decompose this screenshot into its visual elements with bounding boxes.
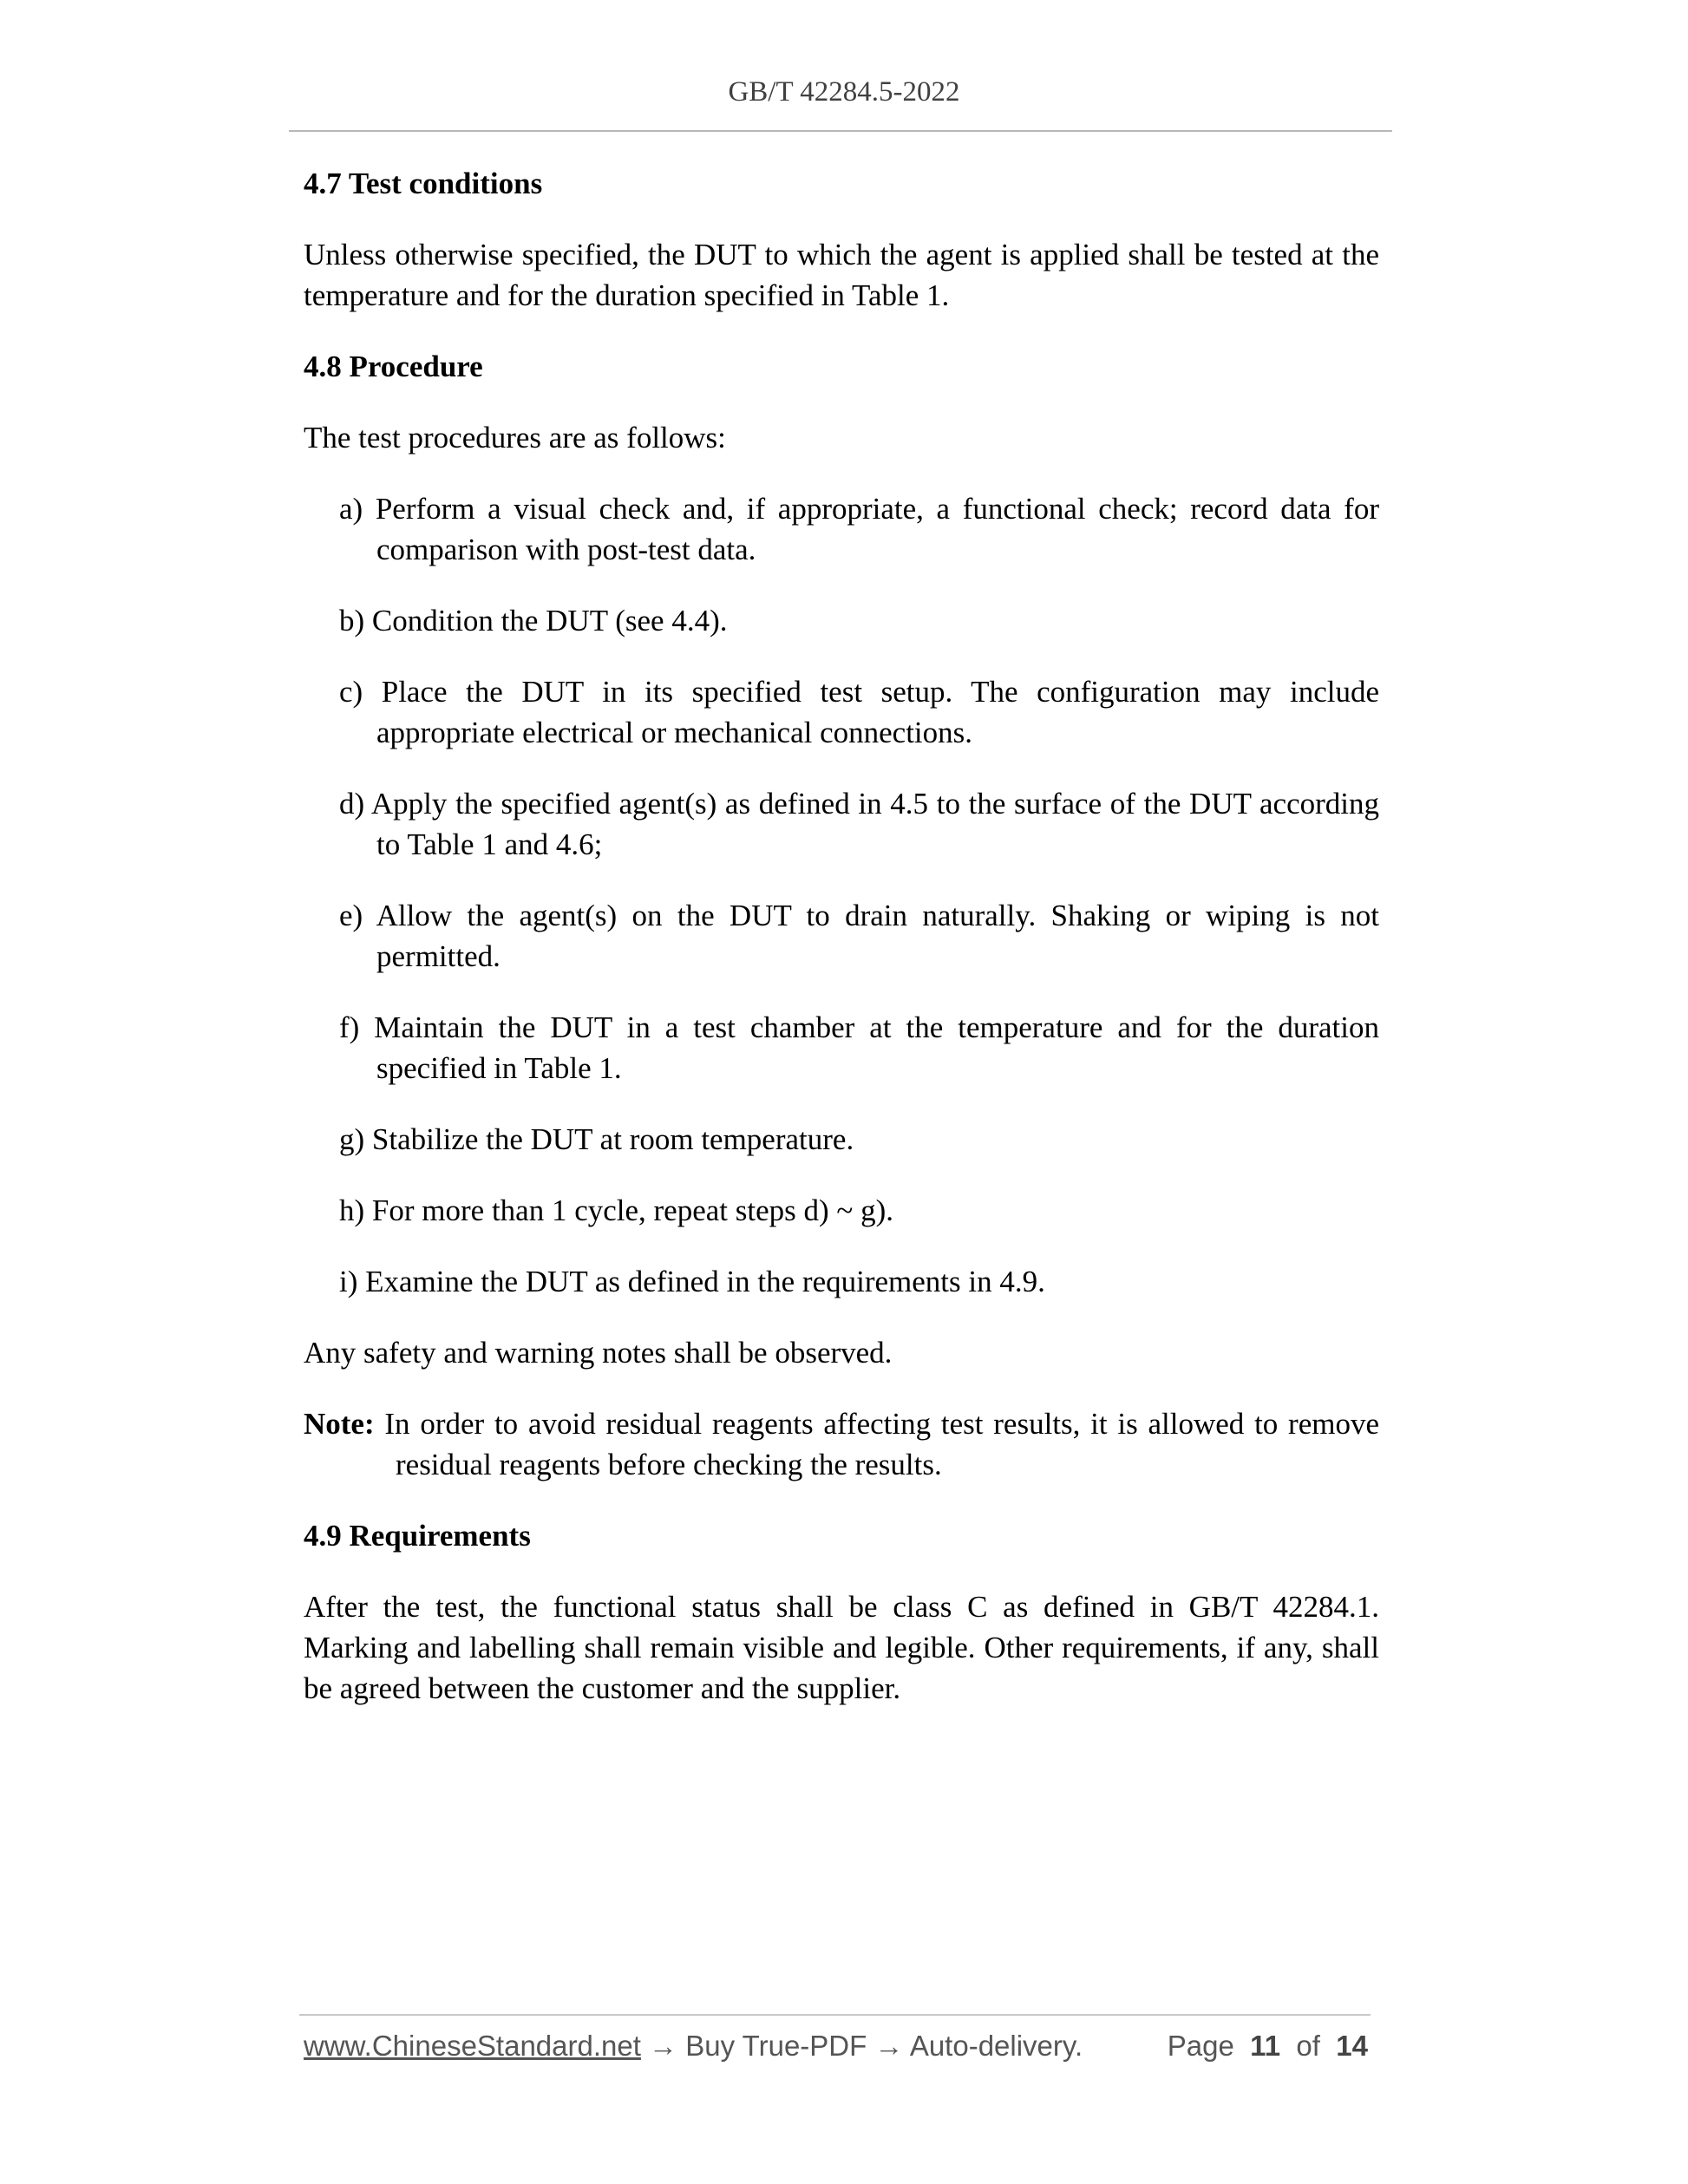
section-4-8-heading: 4.8 Procedure <box>304 350 483 383</box>
section-4-9-text: After the test, the functional status shall be class C as defined in GB/T 42284.1. Marking and labelling shall remain visible and legible. Other requirements, if any, shall be agreed between the customer and the supplier. <box>304 1590 1379 1705</box>
footer-site-link[interactable]: www.ChineseStandard.net <box>304 2030 641 2062</box>
page-label: Page <box>1167 2030 1234 2062</box>
note-text: In order to avoid residual reagents affecting test results, it is allowed to remove residual reagents before checking the results. <box>384 1407 1380 1481</box>
section-4-7-text: Unless otherwise specified, the DUT to which the agent is applied shall be tested at the temperature and for the duration specified in Table 1. <box>304 238 1379 312</box>
page-current: 11 <box>1250 2030 1281 2062</box>
procedure-steps-list <box>339 488 1379 1302</box>
page-content <box>304 163 1379 1739</box>
footer-divider <box>299 2014 1371 2016</box>
procedure-step-c: c) Place the DUT in its specified test setup. The configuration may include appropriate electrical or mechanical connections. <box>339 675 1379 749</box>
procedure-step-g: g) Stabilize the DUT at room temperature. <box>339 1122 854 1156</box>
header-divider <box>289 130 1392 132</box>
procedure-step-i: i) Examine the DUT as defined in the requirements in 4.9. <box>339 1265 1045 1298</box>
procedure-step-h: h) For more than 1 cycle, repeat steps d) ~ g). <box>339 1193 894 1227</box>
page-of: of <box>1296 2030 1320 2062</box>
procedure-step-e: e) Allow the agent(s) on the DUT to drain naturally. Shaking or wiping is not permitted. <box>339 899 1379 973</box>
safety-text: Any safety and warning notes shall be observed. <box>304 1336 893 1370</box>
section-4-9-heading: 4.9 Requirements <box>304 1519 531 1553</box>
section-4-7-heading: 4.7 Test conditions <box>304 167 543 200</box>
procedure-step-b: b) Condition the DUT (see 4.4). <box>339 604 728 638</box>
note-label: Note: <box>304 1407 375 1441</box>
page-indicator <box>1168 2030 1368 2063</box>
header-standard-id: GB/T 42284.5-2022 <box>728 76 960 108</box>
procedure-step-d: d) Apply the specified agent(s) as defined in 4.5 to the surface of the DUT according to Table 1 and 4.6; <box>339 787 1379 861</box>
procedure-step-a: a) Perform a visual check and, if appropriate, a functional check; record data for comparison with post-test data. <box>339 492 1379 566</box>
procedure-step-f: f) Maintain the DUT in a test chamber at the temperature and for the duration specified in Table 1. <box>339 1010 1379 1085</box>
section-4-8-intro: The test procedures are as follows: <box>304 421 726 454</box>
note-block <box>304 1403 1379 1485</box>
footer-tagline: → Buy True-PDF → Auto-delivery. <box>649 2030 1083 2062</box>
page-footer <box>304 2030 1372 2063</box>
page-total: 14 <box>1336 2030 1368 2062</box>
